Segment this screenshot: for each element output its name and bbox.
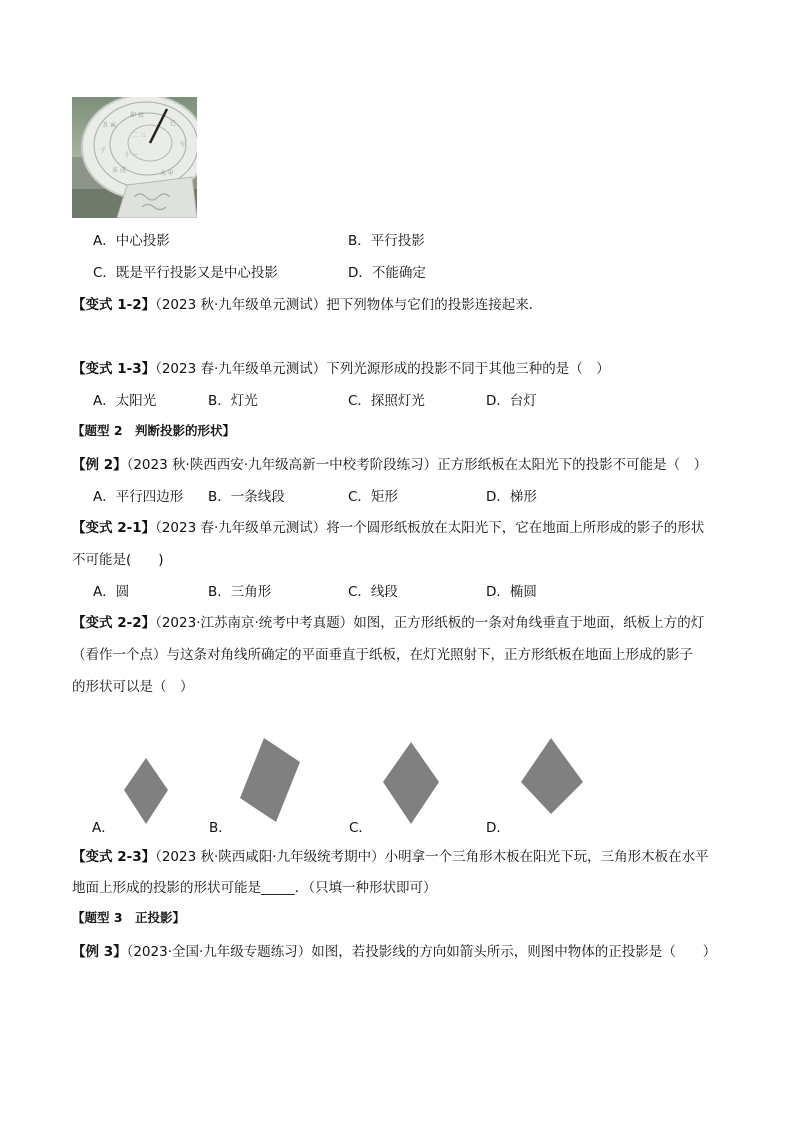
svg-text:午: 午: [180, 142, 187, 149]
option-c: C．探照灯光: [348, 393, 425, 409]
option-a: A．太阳光: [93, 393, 157, 409]
question-tag: 【变式 2-3】: [72, 849, 156, 865]
shape-label-a: A．: [92, 820, 115, 836]
svg-text:二 三: 二 三: [132, 132, 146, 139]
question-text: （2023 春·九年级单元测试）下列光源形成的投影不同于其他三种的是（ ）: [155, 361, 610, 377]
question-v22: [72, 611, 704, 631]
svg-text:卯 辰: 卯 辰: [130, 112, 144, 119]
option-c: C．线段: [348, 584, 398, 600]
option-c: C．矩形: [348, 489, 398, 505]
question-v21: [72, 516, 704, 536]
svg-text:丑 寅: 丑 寅: [102, 122, 116, 129]
option-c: C．既是平行投影又是中心投影: [93, 265, 278, 281]
topic-heading-2: 【题型 2 判断投影的形状】: [72, 423, 236, 438]
question-tag: 【变式 1-2】: [72, 297, 156, 313]
option-b: B．平行投影: [348, 233, 425, 249]
option-a: A．圆: [93, 584, 130, 600]
sundial-image: [72, 97, 197, 218]
parallelogram-shape-b: [238, 736, 304, 824]
option-a: A．平行四边形: [93, 489, 184, 505]
question-tag: 【例 3】: [72, 944, 127, 960]
question-text: （2023 秋·九年级单元测试）把下列物体与它们的投影连接起来．: [155, 297, 543, 313]
svg-text:十 一: 十 一: [124, 152, 138, 159]
question-tag: 【变式 2-1】: [72, 520, 156, 536]
question-tag: 【例 2】: [72, 457, 127, 473]
question-text-cont: 地面上形成的投影的形状可能是_____．（只填一种形状即可）: [72, 880, 437, 896]
question-text: （2023·全国·九年级专题练习）如图，若投影线的方向如箭头所示，则图中物体的正投影是（ ）: [126, 944, 717, 960]
question-text-cont: 不可能是( ): [72, 552, 164, 568]
kite-shape-d: [519, 736, 587, 816]
option-d: D．不能确定: [348, 265, 426, 281]
svg-text:子: 子: [100, 147, 107, 154]
question-text: （2023 秋·陕西咸阳·九年级统考期中）小明拿一个三角形木板在阳光下玩，三角形木板在水平: [155, 849, 709, 865]
question-v23: [72, 845, 709, 865]
option-b: B．灯光: [208, 393, 258, 409]
question-ex3: [72, 940, 716, 960]
option-b: B．一条线段: [208, 489, 285, 505]
question-text: （2023 春·九年级单元测试）将一个圆形纸板放在太阳光下，它在地面上所形成的影子的形状: [155, 520, 705, 536]
svg-text:亥 戌: 亥 戌: [112, 167, 126, 174]
option-d: D．梯形: [486, 489, 537, 505]
option-d: D．椭圆: [486, 584, 537, 600]
option-a: A．中心投影: [93, 233, 170, 249]
rhombus-shape-a: [120, 756, 170, 826]
shape-label-c: C．: [349, 820, 372, 836]
question-ex2: [72, 453, 707, 473]
question-text-cont: 的形状可以是（ ）: [72, 679, 194, 695]
shape-label-d: D．: [486, 820, 510, 836]
question-tag: 【变式 2-2】: [72, 615, 156, 631]
svg-text:巳: 巳: [170, 120, 177, 127]
question-text-cont: （看作一个点）与这条对角线所确定的平面垂直于纸板，在灯光照射下，正方形纸板在地面上形成的影子: [72, 647, 693, 663]
topic-heading-3: 【题型 3 正投影】: [72, 910, 186, 925]
question-text: （2023·江苏南京·统考中考真题）如图，正方形纸板的一条对角线垂直于地面，纸板上方的灯: [155, 615, 705, 631]
rhombus-shape-c: [380, 740, 442, 826]
question-text: （2023 秋·陕西西安·九年级高新一中校考阶段练习）正方形纸板在太阳光下的投影不可能是（ ）: [126, 457, 708, 473]
shape-label-b: B．: [209, 820, 232, 836]
option-b: B．三角形: [208, 584, 272, 600]
question-tag: 【变式 1-3】: [72, 361, 156, 377]
svg-text:未 申: 未 申: [160, 170, 174, 177]
option-d: D．台灯: [486, 393, 537, 409]
question-v13: [72, 357, 610, 377]
question-v12: [72, 293, 542, 313]
